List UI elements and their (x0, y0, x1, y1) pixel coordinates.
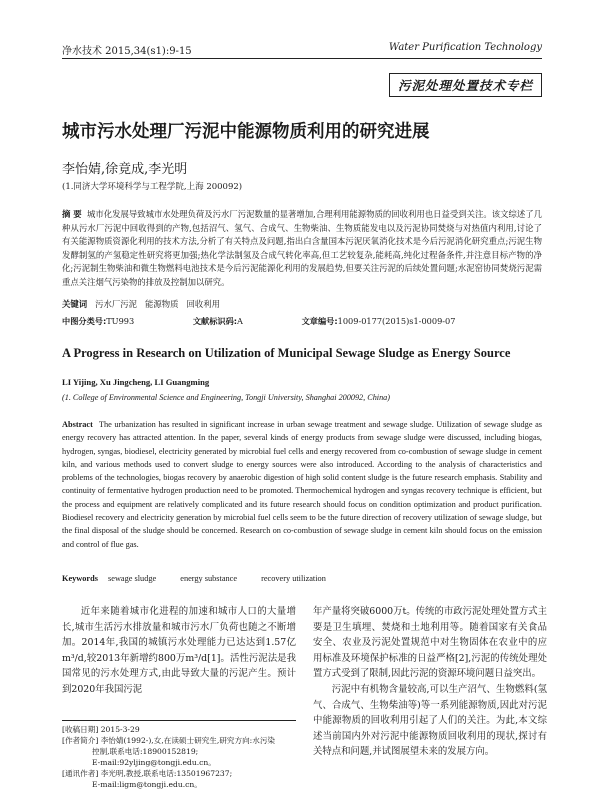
journal-name-en: Water Purification Technology (388, 42, 542, 53)
section-tag: 污泥处理处置技术专栏 (389, 73, 542, 97)
paper-title-zh: 城市污水处理厂污泥中能源物质利用的研究进展 (62, 122, 430, 142)
abstract-en-text: The urbanization has resulted in significant increase in urban sewage treatment and sewage sludge. Utilization of sewage sludge as energy recovery has attracted attention. In the paper, several kinds of energy products from sewage sludge were discussed, including biogas, hydrogen, syngas, biodiesel, electricity generated by microbial fuel cells and energy recovered from co-combustion of sewage sludge in cement kiln, and various methods used to convert sludge to energy sources were also introduced. According to the analysis of characteristics and problems of the technologies, biogas recovery by anaerobic digestion of high solid content sludge is the future research emphasis. Stability and continuity of fermentative hydrogen production need to be promoted. Thermochemical hydrogen and syngas recovery technique is efficient, but the process and equipment are relatively complicated and its future research should focus on condition optimization and product purification. Biodiesel recovery and electricity generation by microbial fuel cells seem to be the future direction of recovery utilization of sewage sludge, but the final disposal of the sludge should be concerned. Research on co-combustion of sewage sludge in cement kiln should focus on the emission and control of flue gas. (62, 420, 542, 549)
keywords-zh (62, 298, 542, 310)
footnote-author-email: E-mail:92yljing@tongji.edu.cn。 (92, 758, 216, 767)
body-paragraph: 污泥中有机物含量较高,可以生产沼气、生物燃料(氢气、合成气、生物柴油等)等一系列能源物质,因此对污泥中能源物质的回收利用引起了人们的关注。为此,本文综述当前国内外对污泥中能源物质回收利用的现状,探讨有关特点和问题,并试图展望未来的发展方向。 (313, 683, 547, 758)
authors-zh: 李怡婧,徐竟成,李光明 (62, 162, 188, 177)
affiliation-zh: (1.同济大学环境科学与工程学院,上海 200092) (62, 182, 243, 192)
footnote-corresponding: [通讯作者] 李光明,教授,联系电话:13501967237; (62, 769, 233, 778)
affiliation-en: (1. College of Environmental Science and Engineering, Tongji University, Shanghai 200092, China) (62, 393, 390, 402)
footnote-author: [作者简介] 李怡婧(1992-),女,在读硕士研究生,研究方向:水污染 (62, 736, 276, 745)
body-paragraph: 年产量将突破6000万t。传统的市政污泥处理处置方式主要是卫生填埋、焚烧和土地利用等。随着国家有关食品安全、农业及污泥处置规范中对生物固体在农业中的应用标准及环境保护标准的日益严格[2],污泥的传统处理处置方式受到了限制,因此污泥的资源环境问题日益突出。 (313, 606, 547, 680)
keywords-en (62, 574, 542, 583)
keyword-zh: 回收利用 (186, 299, 220, 309)
keyword-en: sewage sludge (108, 574, 157, 583)
authors-en: LI Yijing, Xu Jingcheng, LI Guangming (62, 377, 210, 387)
footnote-author-cont: 控制,联系电话:18900152819; (92, 747, 199, 756)
document-code: 文献标识码:A (192, 316, 243, 326)
footnotes (62, 720, 296, 790)
paper-title-en: A Progress in Research on Utilization of Municipal Sewage Sludge as Energy Source (62, 346, 511, 360)
abstract-zh-text: 城市化发展导致城市水处理负荷及污水厂污泥数量的显著增加,合理利用能源物质的回收利用也日益受到关注。该文综述了几种从污水厂污泥中回收得到的产物,包括沼气、氢气、合成气、生物柴油、生物质能发电以及污泥协同焚烧与对热值内利用,讨论了有关能源物质资源化利用的技术方法,分析了有关特点及问题,指出白含量国本污泥厌氧消化技术是今后污泥消化研究重点;污泥生物发酵制氢的产氢稳定性研究将更加强;热化学法制氢及合成气转化率高,但工艺较复杂,能耗高,纯化过程备条件,并注意目标产物的净化;污泥制生物柴油和微生物燃料电池技术是今后污泥能源化利用的发展趋势,但要关注污泥的后续处置问题;水泥窑协同焚烧污泥需重点关注烟气污染物的排放及控制加以研究。 (62, 209, 542, 287)
body-column-left (62, 604, 296, 698)
body-column-right (313, 604, 547, 760)
keywords-zh-label: 关键词 (62, 299, 88, 309)
footnote-received: [收稿日期] 2015-3-29 (62, 725, 140, 734)
keywords-en-label: Keywords (62, 574, 98, 583)
abstract-zh-label: 摘 要 (62, 209, 82, 219)
abstract-zh (62, 208, 542, 290)
body-paragraph: 近年来随着城市化进程的加速和城市人口的大量增长,城市生活污水排放量和城市污水厂负荷也随之不断增加。2014年,我国的城镇污水处理能力已达达到1.57亿m³/d,较2013年新增约800万m³/d[1]。活性污泥法是我国常见的污水处理方式,由此导致大量的污泥产生。预计到2020年我国污泥 (62, 606, 296, 695)
keyword-zh: 污水厂污泥 (95, 299, 137, 309)
article-number: 文章编号:1009-0177(2015)s1-0009-07 (301, 316, 456, 326)
abstract-en (62, 418, 542, 551)
keyword-en: recovery utilization (261, 574, 326, 583)
journal-citation: 净水技术 2015,34(s1):9-15 (62, 46, 192, 57)
clc-number: 中图分类号:TU993 (62, 316, 135, 326)
classification-line (62, 316, 542, 327)
abstract-en-label: Abstract (62, 420, 93, 429)
keyword-zh: 能源物质 (145, 299, 179, 309)
running-header (62, 40, 542, 59)
footnote-corresponding-email: E-mail:ligm@tongji.edu.cn。 (92, 780, 202, 789)
keyword-en: energy substance (180, 574, 238, 583)
